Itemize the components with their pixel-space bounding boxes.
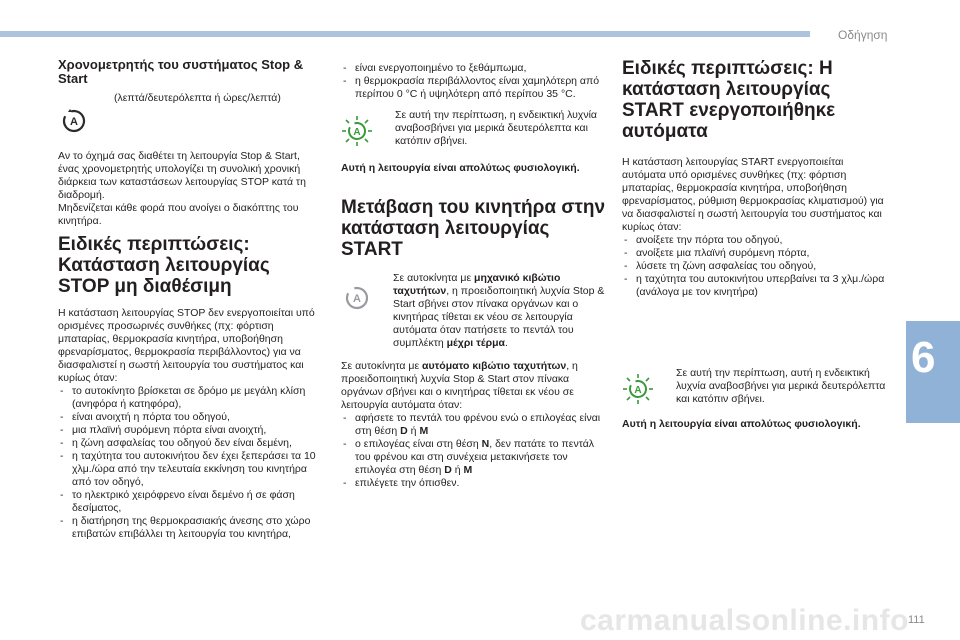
- list-item: - η ταχύτητα του αυτοκινήτου δεν έχει ξεπεράσει τα 10 χλμ./ώρα από την τελευταία εκκίνηση του κινητήρα από τον οδηγό,: [58, 450, 320, 489]
- list-item: - επιλέγετε την όπισθεν.: [341, 477, 606, 490]
- list-item: - μια πλαϊνή συρόμενη πόρτα είναι ανοιχτή,: [58, 424, 320, 437]
- manual-gearbox-box: [341, 272, 606, 350]
- list-item: - το αυτοκίνητο βρίσκεται σε δρόμο με μεγάλη κλίση (ανηφόρα ή κατηφόρα),: [58, 385, 320, 411]
- timer-paragraph: Αν το όχημά σας διαθέτει τη λειτουργία Stop & Start, ένας χρονομετρητής υπολογίζει τη συνολική χρονική διάρκεια των καταστάσεων λειτουργίας STOP κατά τη διαδρομή.: [58, 150, 306, 201]
- list-item: - η θερμοκρασία περιβάλλοντος είναι χαμηλότερη από περίπου 0 °C ή υψηλότερη από περίπου 35 °C.: [341, 75, 606, 101]
- timer-icon-box: [58, 92, 320, 136]
- list-item: - η ταχύτητα του αυτοκινήτου υπερβαίνει τα 3 χλμ./ώρα (ανάλογα με τον κινητήρα): [622, 273, 887, 299]
- flashing-stop-start-icon: [622, 373, 654, 405]
- list-item: - ανοίξετε μια πλαϊνή συρόμενη πόρτα,: [622, 247, 887, 260]
- list-item: - ανοίξετε την πόρτα του οδηγού,: [622, 234, 887, 247]
- stop-start-timer-icon: [58, 104, 90, 136]
- list-item: - αφήσετε το πεντάλ του φρένου ενώ ο επιλογέας είναι στη θέση D ή M: [341, 412, 606, 438]
- heading-stop-unavailable: Ειδικές περιπτώσεις: Κατάσταση λειτουργίας STOP μη διαθέσιμη: [58, 234, 270, 297]
- flashing-note-box: [341, 109, 606, 148]
- svg-text:A: A: [634, 385, 642, 396]
- conditions-list-continued: [341, 62, 606, 101]
- start-auto-paragraph: Η κατάσταση λειτουργίας START ενεργοποιείται αυτόματα υπό ορισμένες συνθήκες (πχ: φόρτιση μπαταρίας, θερμοκρασία κινητήρα, υποβοήθηση φρεναρίσματος, ρύθμιση θερμοκρασίας κλιματισμού) για να διασφαλιστεί η σωστή λειτουργία του συστήματος και κυρίως όταν:: [622, 156, 884, 233]
- page-number: 111: [908, 614, 925, 626]
- automatic-conditions-list: [341, 412, 606, 490]
- column-1: [58, 58, 320, 541]
- header-rule: [0, 31, 810, 37]
- list-item: - η διατήρηση της θερμοκρασιακής άνεσης στο χώρο επιβατών επιβάλλει τη λειτουργία του κινητήρα,: [58, 515, 320, 541]
- svg-text:A: A: [70, 116, 78, 128]
- automatic-gearbox-text: Σε αυτοκίνητα με αυτόματο κιβώτιο ταχυτήτων, η προειδοποιητική λυχνία Stop & Start στον πίνακα οργάνων σβήνει και ο κινητήρας τίθεται εκ νέου σε λειτουργία αυτόματα όταν:: [341, 360, 578, 411]
- list-item: - το ηλεκτρικό χειρόφρενο είναι δεμένο ή σε φάση δεσίματος,: [58, 489, 320, 515]
- stop-unavailable-paragraph: Η κατάσταση λειτουργίας STOP δεν ενεργοποιείται υπό ορισμένες προσωρινές συνθήκες (πχ: φόρτιση μπαταρίας, θερμοκρασία κινητήρα, υποβοήθηση φρεναρίσματος, θερμοκρασία περιβάλλοντος) για να διασφαλιστεί η σωστή λειτουργία του συστήματος και κυρίως όταν:: [58, 307, 315, 384]
- start-auto-list: [622, 234, 887, 299]
- timer-unit-note: (λεπτά/δευτερόλεπτα ή ώρες/λεπτά): [114, 92, 281, 104]
- heading-start-mode: Μετάβαση του κινητήρα στην κατάσταση λειτουργίας START: [341, 197, 606, 260]
- list-item: - η ζώνη ασφαλείας του οδηγού δεν είναι δεμένη,: [58, 437, 320, 450]
- flashing-note-text: Σε αυτή την περίπτωση, η ενδεικτική λυχνία αναβοσβήνει για μερικά δευτερόλεπτα και κατόπιν σβήνει.: [395, 109, 597, 147]
- stop-start-off-icon: [341, 282, 373, 314]
- stop-unavailable-list: [58, 385, 320, 541]
- heading-start-auto: Ειδικές περιπτώσεις: Η κατάσταση λειτουργίας START ενεργοποιήθηκε αυτόματα: [622, 58, 836, 142]
- column-2: [341, 62, 606, 490]
- chapter-number: 6: [911, 333, 936, 382]
- normal-operation-note: Αυτή η λειτουργία είναι απολύτως φυσιολογική.: [341, 162, 580, 174]
- list-item: - ο επιλογέας είναι στη θέση N, δεν πατάτε το πεντάλ του φρένου και στη συνέχεια μετακινήσετε τον επιλογέα στη θέση D ή M: [341, 438, 606, 477]
- list-item: - είναι ανοιχτή η πόρτα του οδηγού,: [58, 411, 320, 424]
- list-item: - είναι ενεργοποιημένο το ξεθάμπωμα,: [341, 62, 606, 75]
- start-flashing-note-box: [622, 367, 887, 406]
- flashing-stop-start-icon: [341, 115, 373, 147]
- heading-stop-start-timer: Χρονομετρητής του συστήματος Stop & Start: [58, 57, 304, 86]
- manual-gearbox-text: Σε αυτοκίνητα με μηχανικό κιβώτιο ταχυτήτων, η προειδοποιητική λυχνία Stop & Start σβήνει στον πίνακα οργάνων και ο κινητήρας τίθεται εκ νέου σε λειτουργία αυτόματα όταν πατήσετε το πεντάλ του συμπλέκτη μέχρι τέρμα.: [393, 272, 605, 349]
- list-item: - λύσετε τη ζώνη ασφαλείας του οδηγού,: [622, 260, 887, 273]
- start-normal-operation-note: Αυτή η λειτουργία είναι απολύτως φυσιολογική.: [622, 418, 861, 430]
- column-3: [622, 58, 887, 431]
- timer-reset-paragraph: Μηδενίζεται κάθε φορά που ανοίγει ο διακόπτης του κινητήρα.: [58, 202, 299, 227]
- section-title: Οδήγηση: [838, 28, 888, 42]
- svg-text:A: A: [353, 293, 361, 305]
- watermark: carmanualsonline.info: [580, 604, 909, 637]
- svg-text:A: A: [353, 127, 361, 138]
- start-flashing-note-text: Σε αυτή την περίπτωση, αυτή η ενδεικτική λυχνία αναβοσβήνει για μερικά δευτερόλεπτα και κατόπιν σβήνει.: [676, 367, 886, 405]
